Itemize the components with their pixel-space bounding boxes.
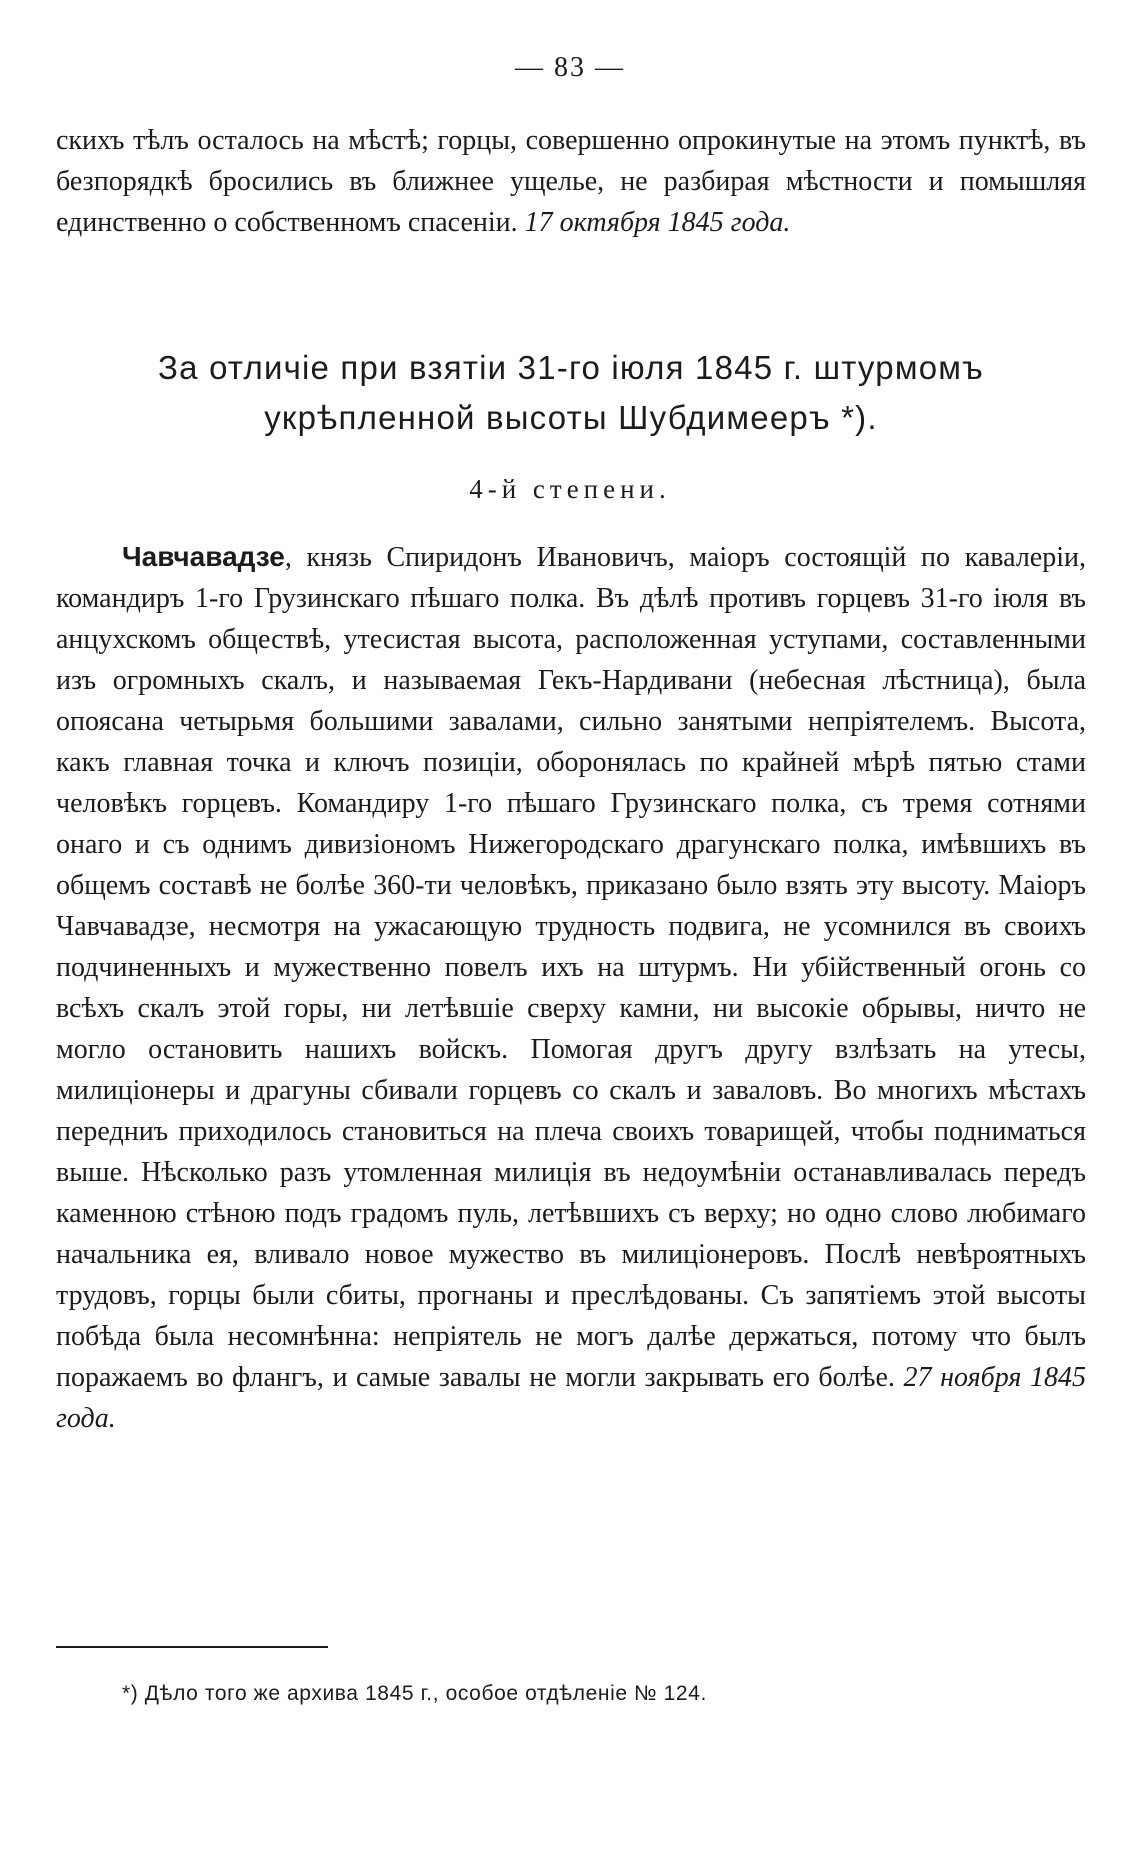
- entry-paragraph: [56, 536, 1086, 1439]
- footnote-divider: [56, 1646, 328, 1648]
- entry-body: [56, 536, 1086, 1439]
- entry-text: , князь Спиридонъ Ивановичъ, маіоръ состоящій по кавалеріи, командиръ 1-го Грузинскаго пѣшаго полка. Въ дѣлѣ противъ горцевъ 31-го іюля въ анцухскомъ обществѣ, утесистая высота, расположенная уступами, составленными изъ огромныхъ скалъ, и называемая Гекъ-Нардивани (небесная лѣстница), была опоясана четырьмя большими завалами, сильно занятыми непріятелемъ. Высота, какъ главная точка и ключъ позиціи, оборонялась по крайней мѣрѣ пятью стами человѣкъ горцевъ. Командиру 1-го пѣшаго Грузинскаго полка, съ тремя сотнями онаго и съ однимъ дивизіономъ Нижегородскаго драгунскаго полка, имѣвшихъ въ общемъ составѣ не болѣе 360-ти человѣкъ, приказано было взять эту высоту. Маіоръ Чавчавадзе, несмотря на ужасающую трудность подвига, не усомнился въ своихъ подчиненныхъ и мужественно повелъ ихъ на штурмъ. Ни убійственный огонь со всѣхъ скалъ этой горы, ни летѣвшіе сверху камни, ни высокіе обрывы, ничто не могло остановить нашихъ войскъ. Помогая другъ другу взлѣзать на утесы, милиціонеры и драгуны сбивали горцевъ со скалъ и заваловъ. Во многихъ мѣстахъ передниъ приходилось становиться на плеча своихъ товарищей, чтобы подниматься выше. Нѣсколько разъ утомленная милиція въ недоумѣніи останавливалась передъ каменною стѣною подъ градомъ пуль, летѣвшихъ съ верху; но одно слово любимаго начальника ея, вливало новое мужество въ милиціонеровъ. Послѣ невѣроятныхъ трудовъ, горцы были сбиты, прогнаны и преслѣдованы. Съ запятіемъ этой высоты побѣда была несомнѣнна: непріятель не могъ далѣе держаться, потому что былъ поражаемъ во флангъ, и самые завалы не могли закрывать его болѣе.: [56, 542, 1086, 1393]
- intro-text: скихъ тѣлъ осталось на мѣстѣ; горцы, совершенно опрокинутые на этомъ пунктѣ, въ безпорядкѣ бросились въ ближнее ущелье, не разбирая мѣстности и помышляя единственно о собственномъ спасеніи.: [56, 125, 1086, 238]
- intro-paragraph: [56, 120, 1086, 243]
- footnote: *) Дѣло того же архива 1845 г., особое отдѣленіе № 124.: [122, 1682, 707, 1705]
- section-heading: За отличіе при взятіи 31-го іюля 1845 г. штурмомъ укрѣпленной высоты Шубдимееръ *).: [158, 349, 984, 436]
- intro-date: 17 октября 1845 года.: [524, 207, 791, 238]
- degree-heading: 4-й степени.: [469, 474, 671, 504]
- page-number: — 83 —: [515, 52, 625, 83]
- entry-name: Чавчавадзе: [122, 541, 285, 572]
- entry-date: 27 ноября 1845 года.: [56, 1362, 1087, 1434]
